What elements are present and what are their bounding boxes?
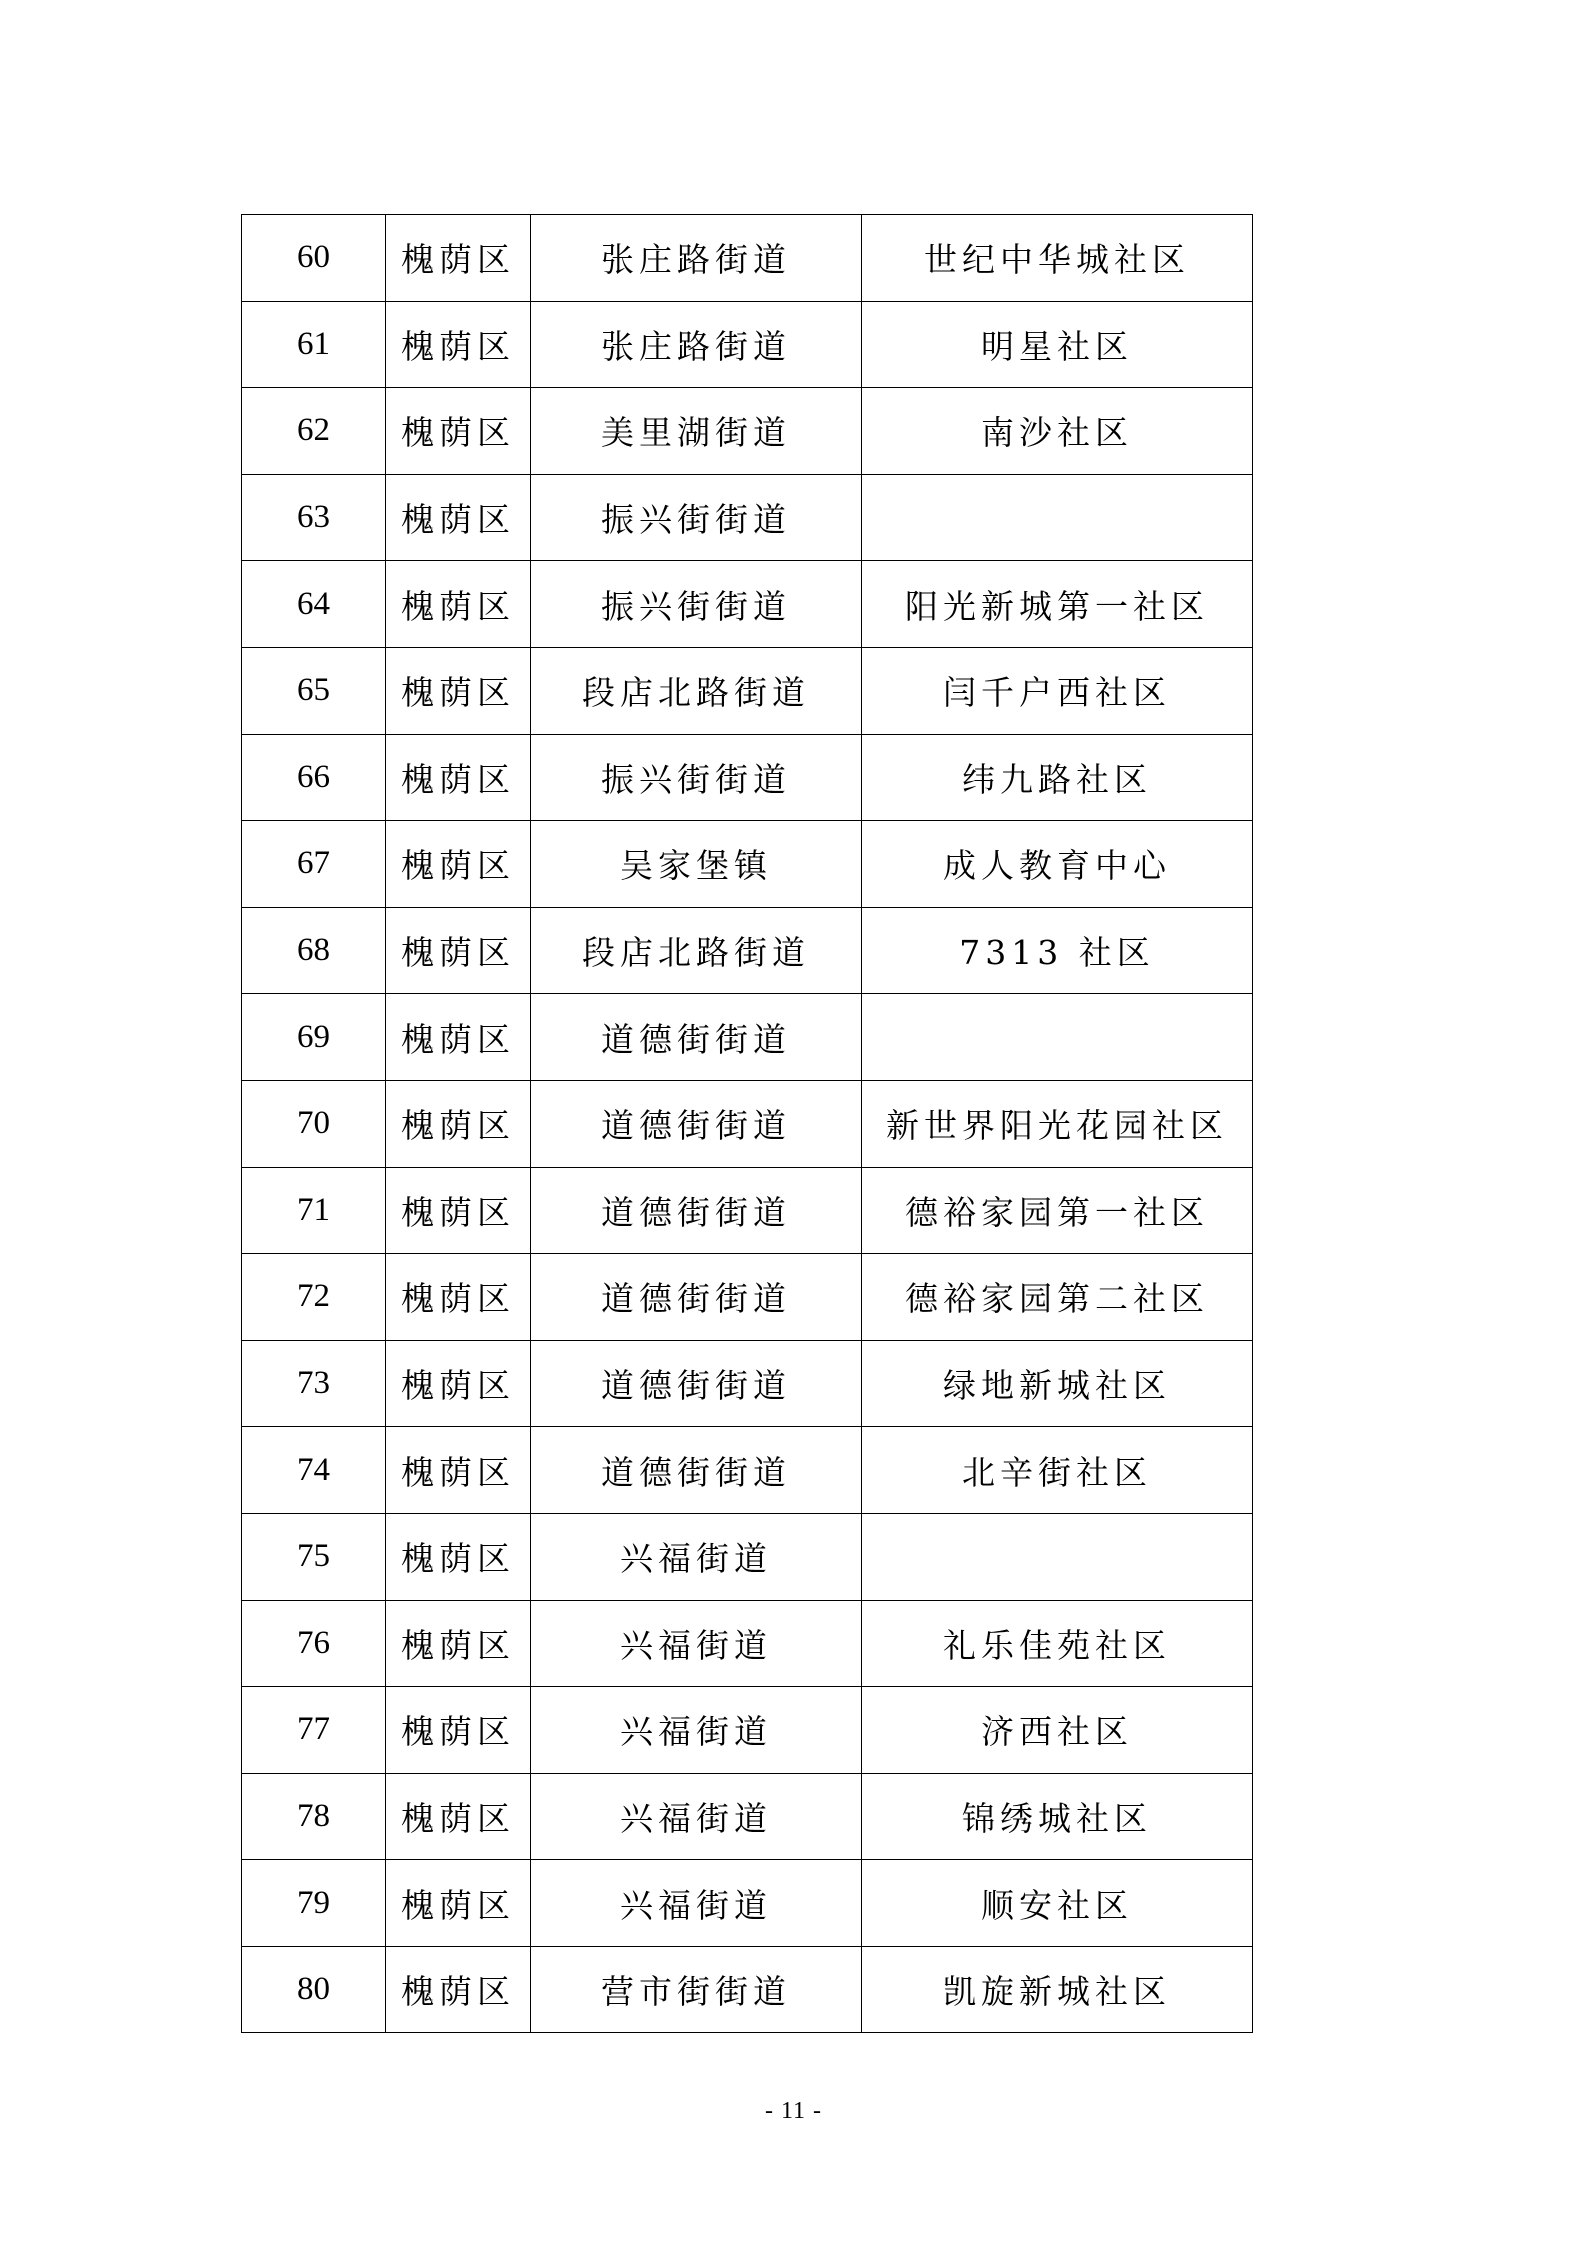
row-number-cell: 60 bbox=[242, 215, 386, 302]
table-row bbox=[242, 215, 1253, 302]
row-number-cell: 78 bbox=[242, 1773, 386, 1860]
community-cell: 绿地新城社区 bbox=[862, 1340, 1253, 1427]
table-row bbox=[242, 647, 1253, 734]
community-cell: 德裕家园第二社区 bbox=[862, 1254, 1253, 1341]
street-cell: 吴家堡镇 bbox=[531, 821, 862, 908]
street-cell: 振兴街街道 bbox=[531, 561, 862, 648]
district-cell: 槐荫区 bbox=[386, 647, 531, 734]
community-cell: 北辛街社区 bbox=[862, 1427, 1253, 1514]
street-cell: 道德街街道 bbox=[531, 1254, 862, 1341]
community-cell bbox=[862, 474, 1253, 561]
district-cell: 槐荫区 bbox=[386, 821, 531, 908]
community-cell: 新世界阳光花园社区 bbox=[862, 1080, 1253, 1167]
street-cell: 美里湖街道 bbox=[531, 388, 862, 475]
table-row bbox=[242, 1427, 1253, 1514]
street-cell: 营市街街道 bbox=[531, 1946, 862, 2033]
community-table bbox=[241, 214, 1253, 2033]
row-number-cell: 69 bbox=[242, 994, 386, 1081]
row-number-cell: 64 bbox=[242, 561, 386, 648]
street-cell: 张庄路街道 bbox=[531, 301, 862, 388]
community-cell: 纬九路社区 bbox=[862, 734, 1253, 821]
district-cell: 槐荫区 bbox=[386, 474, 531, 561]
street-cell: 段店北路街道 bbox=[531, 907, 862, 994]
community-cell: 济西社区 bbox=[862, 1687, 1253, 1774]
community-cell: 世纪中华城社区 bbox=[862, 215, 1253, 302]
street-cell: 道德街街道 bbox=[531, 1427, 862, 1514]
row-number-cell: 73 bbox=[242, 1340, 386, 1427]
district-cell: 槐荫区 bbox=[386, 734, 531, 821]
district-cell: 槐荫区 bbox=[386, 1687, 531, 1774]
row-number-cell: 77 bbox=[242, 1687, 386, 1774]
row-number-cell: 63 bbox=[242, 474, 386, 561]
table-row bbox=[242, 734, 1253, 821]
community-cell: 成人教育中心 bbox=[862, 821, 1253, 908]
district-cell: 槐荫区 bbox=[386, 301, 531, 388]
table-row bbox=[242, 388, 1253, 475]
table-row bbox=[242, 1860, 1253, 1947]
street-cell: 张庄路街道 bbox=[531, 215, 862, 302]
street-cell: 段店北路街道 bbox=[531, 647, 862, 734]
community-cell: 南沙社区 bbox=[862, 388, 1253, 475]
row-number-cell: 68 bbox=[242, 907, 386, 994]
row-number-cell: 61 bbox=[242, 301, 386, 388]
community-cell: 明星社区 bbox=[862, 301, 1253, 388]
street-cell: 振兴街街道 bbox=[531, 734, 862, 821]
district-cell: 槐荫区 bbox=[386, 1080, 531, 1167]
table-row bbox=[242, 1773, 1253, 1860]
row-number-cell: 71 bbox=[242, 1167, 386, 1254]
community-cell: 凯旋新城社区 bbox=[862, 1946, 1253, 2033]
district-cell: 槐荫区 bbox=[386, 1340, 531, 1427]
community-cell: 阳光新城第一社区 bbox=[862, 561, 1253, 648]
row-number-cell: 76 bbox=[242, 1600, 386, 1687]
street-cell: 兴福街道 bbox=[531, 1860, 862, 1947]
row-number-cell: 72 bbox=[242, 1254, 386, 1341]
table-row bbox=[242, 301, 1253, 388]
community-cell: 锦绣城社区 bbox=[862, 1773, 1253, 1860]
table-row bbox=[242, 561, 1253, 648]
district-cell: 槐荫区 bbox=[386, 561, 531, 648]
district-cell: 槐荫区 bbox=[386, 1860, 531, 1947]
district-cell: 槐荫区 bbox=[386, 907, 531, 994]
table-row bbox=[242, 1340, 1253, 1427]
table-row bbox=[242, 1167, 1253, 1254]
district-cell: 槐荫区 bbox=[386, 1600, 531, 1687]
row-number-cell: 66 bbox=[242, 734, 386, 821]
street-cell: 兴福街道 bbox=[531, 1687, 862, 1774]
community-cell: 礼乐佳苑社区 bbox=[862, 1600, 1253, 1687]
table-row bbox=[242, 1687, 1253, 1774]
community-cell bbox=[862, 1513, 1253, 1600]
table-row bbox=[242, 907, 1253, 994]
district-cell: 槐荫区 bbox=[386, 388, 531, 475]
district-cell: 槐荫区 bbox=[386, 1167, 531, 1254]
district-cell: 槐荫区 bbox=[386, 1427, 531, 1514]
table-row bbox=[242, 1254, 1253, 1341]
table-row bbox=[242, 821, 1253, 908]
street-cell: 振兴街街道 bbox=[531, 474, 862, 561]
street-cell: 道德街街道 bbox=[531, 994, 862, 1081]
street-cell: 道德街街道 bbox=[531, 1340, 862, 1427]
table-row bbox=[242, 1946, 1253, 2033]
street-cell: 兴福街道 bbox=[531, 1600, 862, 1687]
row-number-cell: 67 bbox=[242, 821, 386, 908]
street-cell: 道德街街道 bbox=[531, 1080, 862, 1167]
row-number-cell: 79 bbox=[242, 1860, 386, 1947]
community-cell bbox=[862, 994, 1253, 1081]
district-cell: 槐荫区 bbox=[386, 1513, 531, 1600]
community-cell: 德裕家园第一社区 bbox=[862, 1167, 1253, 1254]
table-row bbox=[242, 1600, 1253, 1687]
district-cell: 槐荫区 bbox=[386, 1946, 531, 2033]
district-cell: 槐荫区 bbox=[386, 1254, 531, 1341]
district-cell: 槐荫区 bbox=[386, 1773, 531, 1860]
table-row bbox=[242, 1080, 1253, 1167]
page-number: - 11 - bbox=[764, 2098, 823, 2124]
district-cell: 槐荫区 bbox=[386, 994, 531, 1081]
community-cell: 7313 社区 bbox=[862, 907, 1253, 994]
row-number-cell: 80 bbox=[242, 1946, 386, 2033]
street-cell: 兴福街道 bbox=[531, 1773, 862, 1860]
table-row bbox=[242, 994, 1253, 1081]
community-cell: 顺安社区 bbox=[862, 1860, 1253, 1947]
row-number-cell: 70 bbox=[242, 1080, 386, 1167]
row-number-cell: 74 bbox=[242, 1427, 386, 1514]
table-row bbox=[242, 1513, 1253, 1600]
table-row bbox=[242, 474, 1253, 561]
community-cell: 闫千户西社区 bbox=[862, 647, 1253, 734]
district-cell: 槐荫区 bbox=[386, 215, 531, 302]
street-cell: 道德街街道 bbox=[531, 1167, 862, 1254]
community-table-body bbox=[242, 215, 1253, 2033]
row-number-cell: 75 bbox=[242, 1513, 386, 1600]
row-number-cell: 65 bbox=[242, 647, 386, 734]
street-cell: 兴福街道 bbox=[531, 1513, 862, 1600]
row-number-cell: 62 bbox=[242, 388, 386, 475]
